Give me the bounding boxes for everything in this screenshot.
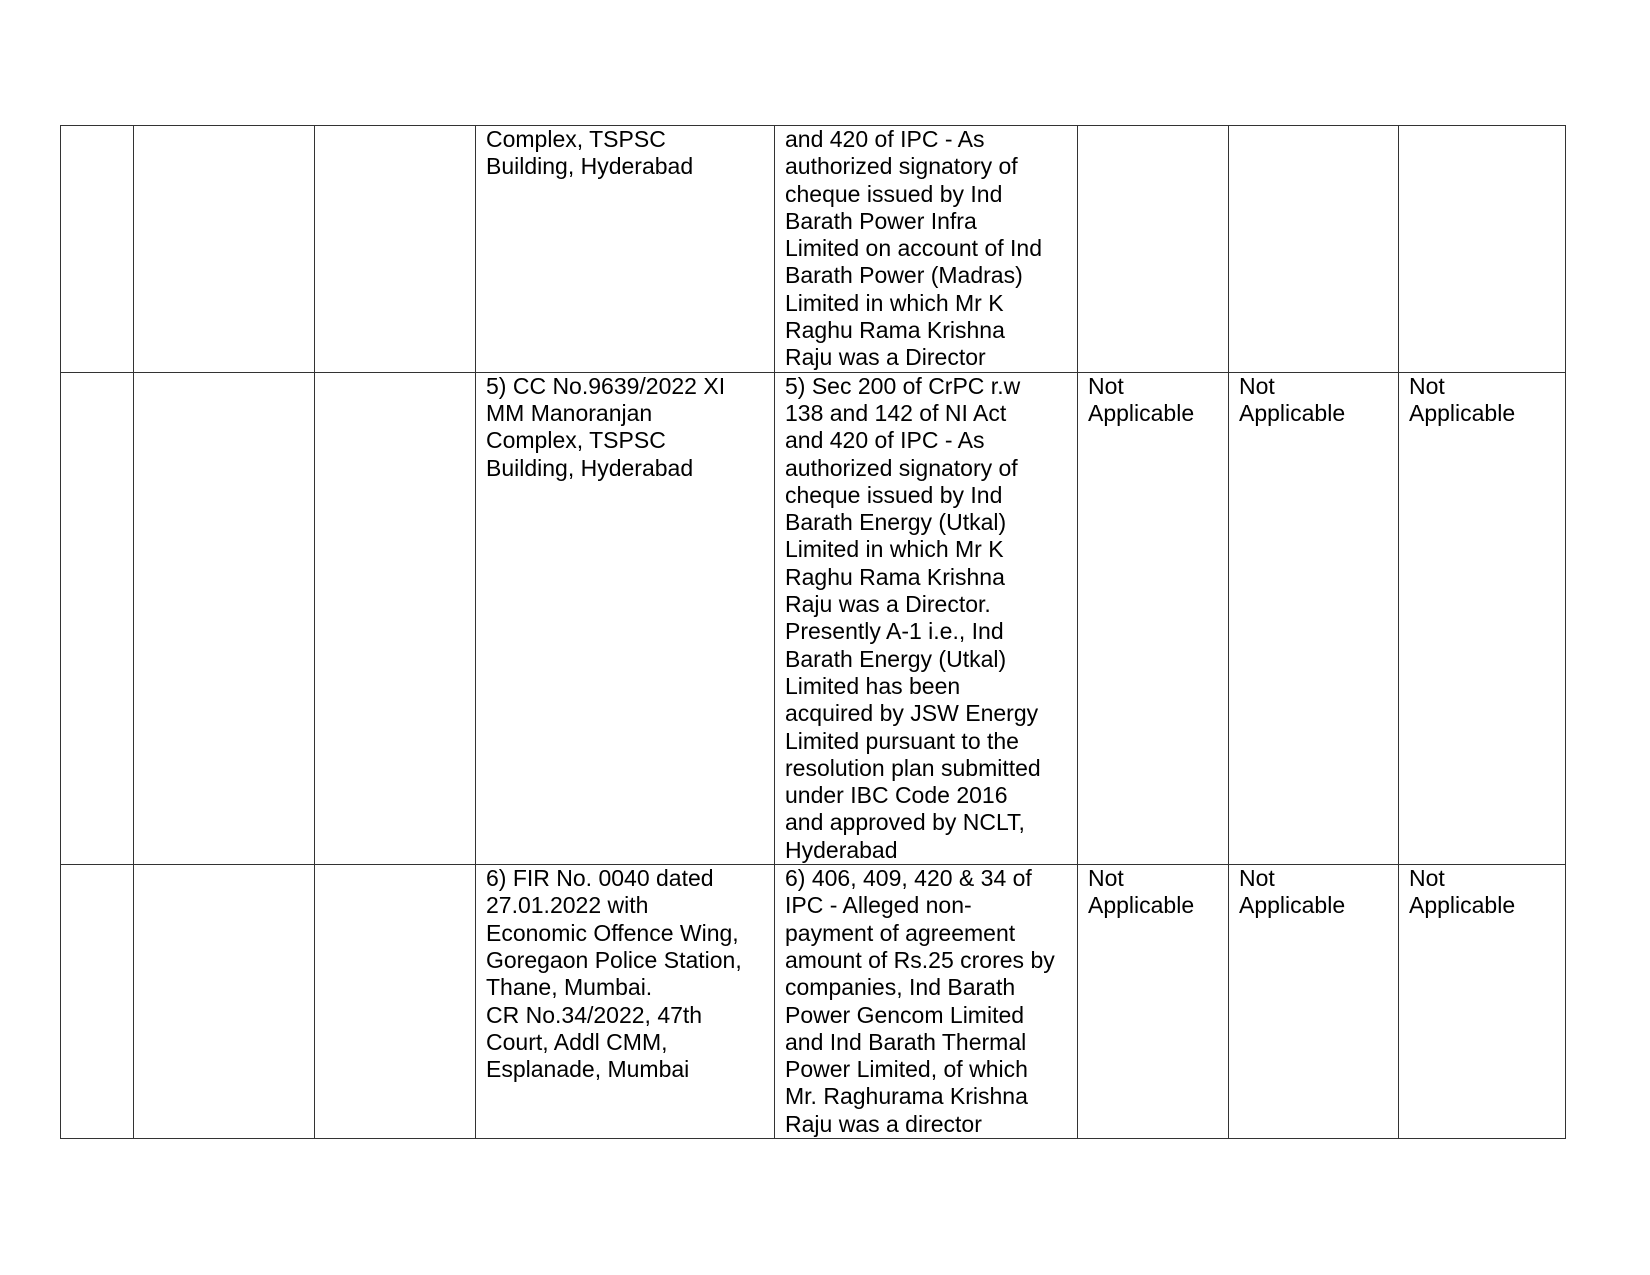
case-details-cell [476,126,775,373]
cell-text-line: Not [1239,372,1275,399]
cell-text-line: cheque issued by Ind [785,481,1003,508]
serial-cell [61,865,134,1139]
cell-text-line: Applicable [1088,399,1195,426]
cell-text-line: Not [1088,865,1124,892]
cell-text-line: Complex, TSPSC [486,126,666,152]
cell-text-line: Limited has been [785,672,961,699]
cell-text-line: Goregaon Police Station, [486,946,742,973]
table-row [61,865,1566,1139]
cell-text-line: Power Gencom Limited [785,1001,1025,1028]
cell-text-line: Barath Energy (Utkal) [785,509,1007,536]
cell-text-line: 138 and 142 of NI Act [785,399,1007,426]
cell-text-line: under IBC Code 2016 [785,782,1008,809]
case-details-cell [476,372,775,864]
cell-text-line: Building, Hyderabad [486,153,694,180]
cell-text-line: Not [1088,372,1124,399]
cell-text-line: Barath Energy (Utkal) [785,645,1007,672]
serial-cell [61,372,134,864]
cell-text-line: and 420 of IPC - As [785,427,985,454]
cell-text-line: Barath Power (Madras) [785,262,1023,289]
cell-text-line: Raju was a director [785,1110,982,1137]
cell-text-line: resolution plan submitted [785,754,1041,781]
cell-text-line: Thane, Mumbai. [486,974,653,1001]
cell-text-line: Applicable [1088,892,1195,919]
cell-text-line: Power Limited, of which [785,1056,1028,1083]
sections-description-cell [775,372,1078,864]
cell-text-line: Raghu Rama Krishna [785,563,1005,590]
table-row [61,372,1566,864]
cell-text-line: Court, Addl CMM, [486,1028,668,1055]
cell-text-line: Barath Power Infra [785,207,977,234]
cell-text-line: Applicable [1409,892,1516,919]
cell-text-line: amount of Rs.25 crores by [785,946,1055,973]
cell-text-line: 5) CC No.9639/2022 XI [486,372,726,399]
cell-text-line: Not [1409,865,1445,892]
cell-text-line: MM Manoranjan [486,399,653,426]
cell-text-line: 6) FIR No. 0040 dated [486,865,714,892]
name-cell [134,372,315,864]
designation-cell [315,865,476,1139]
case-details-cell [476,865,775,1139]
table-row [61,126,1566,373]
cell-text-line: 5) Sec 200 of CrPC r.w [785,372,1021,399]
status-cell [1078,126,1229,373]
cell-text-line: 27.01.2022 with [486,892,649,919]
status-cell [1229,865,1399,1139]
cell-text-line: Not [1239,865,1275,892]
serial-cell [61,126,134,373]
cell-text-line: cheque issued by Ind [785,180,1003,207]
cell-text-line: Building, Hyderabad [486,454,694,481]
cell-text-line: Complex, TSPSC [486,427,666,454]
cell-text-line: Esplanade, Mumbai [486,1056,690,1083]
status-cell [1229,126,1399,373]
cell-text-line: Applicable [1239,399,1346,426]
sections-description-cell [775,126,1078,373]
cell-text-line: Not [1409,372,1445,399]
status-cell [1078,372,1229,864]
cell-text-line: authorized signatory of [785,153,1018,180]
cell-text-line: Limited pursuant to the [785,727,1019,754]
cell-text-line: companies, Ind Barath [785,974,1016,1001]
status-cell [1399,126,1566,373]
status-cell [1399,865,1566,1139]
cell-text-line: Applicable [1409,399,1516,426]
designation-cell [315,372,476,864]
cases-table [60,125,1566,1139]
cell-text-line: Raghu Rama Krishna [785,317,1005,344]
cell-text-line: Limited in which Mr K [785,536,1004,563]
cell-text-line: Applicable [1239,892,1346,919]
cell-text-line: Limited on account of Ind [785,235,1042,262]
cell-text-line: Hyderabad [785,836,898,863]
cell-text-line: Limited in which Mr K [785,289,1004,316]
cell-text-line: authorized signatory of [785,454,1018,481]
cell-text-line: and approved by NCLT, [785,809,1025,836]
sections-description-cell [775,865,1078,1139]
cell-text-line: and 420 of IPC - As [785,126,985,152]
cell-text-line: Presently A-1 i.e., Ind [785,618,1004,645]
cell-text-line: CR No.34/2022, 47th [486,1001,703,1028]
cell-text-line: IPC - Alleged non- [785,892,972,919]
status-cell [1229,372,1399,864]
status-cell [1399,372,1566,864]
cell-text-line: Economic Offence Wing, [486,919,739,946]
cell-text-line: acquired by JSW Energy [785,700,1039,727]
cell-text-line: Raju was a Director [785,344,986,371]
cell-text-line: 6) 406, 409, 420 & 34 of [785,865,1032,892]
name-cell [134,865,315,1139]
cell-text-line: and Ind Barath Thermal [785,1028,1027,1055]
designation-cell [315,126,476,373]
name-cell [134,126,315,373]
cell-text-line: payment of agreement [785,919,1016,946]
cell-text-line: Mr. Raghurama Krishna [785,1083,1028,1110]
status-cell [1078,865,1229,1139]
cell-text-line: Raju was a Director. [785,591,991,618]
